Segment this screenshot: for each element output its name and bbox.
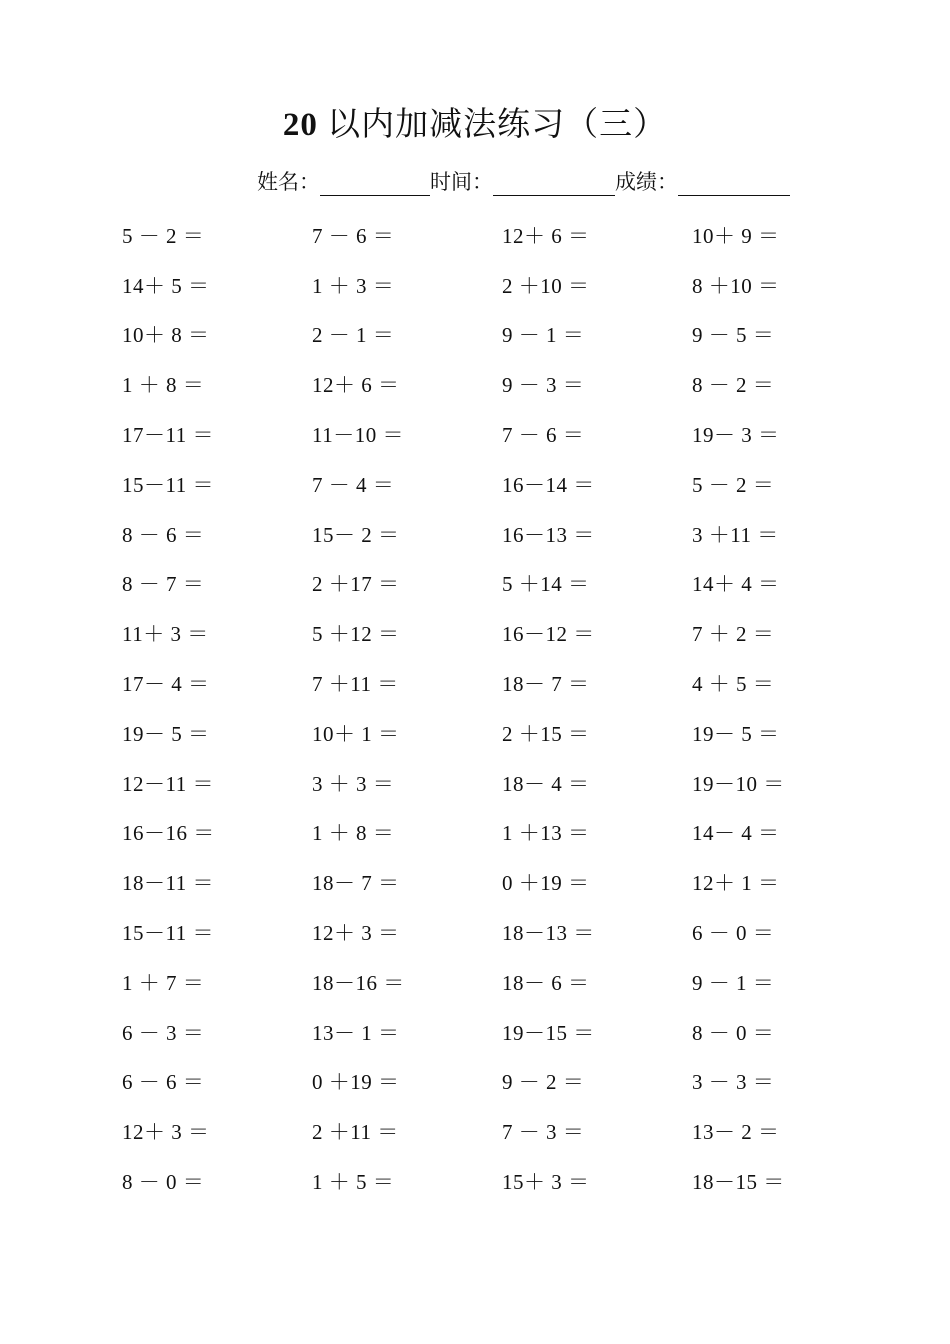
math-problem: 8 － 0 ＝ [122,1170,205,1195]
math-problem: 14－ 4 ＝ [692,821,780,846]
math-problem: 18－16 ＝ [312,970,405,995]
math-problem: 12＋ 3 ＝ [122,1120,210,1145]
math-problem: 19－ 5 ＝ [692,721,780,746]
math-problem: 19－ 3 ＝ [692,423,780,448]
math-problem: 11－10 ＝ [312,423,404,448]
math-problem: 6 － 0 ＝ [692,921,775,946]
problem-row [122,758,882,808]
math-problem: 5 ＋14 ＝ [502,572,590,597]
math-problem: 15－ 2 ＝ [312,522,400,547]
title-text: 以内加减法练习（三） [327,107,668,143]
problem-row [122,210,882,260]
problem-row [122,509,882,559]
math-problem: 19－10 ＝ [692,771,785,796]
problem-row [122,608,882,658]
problem-row [122,1156,882,1206]
math-problem: 0 ＋19 ＝ [502,871,590,896]
math-problem: 9 － 3 ＝ [502,373,585,398]
math-problem: 16－14 ＝ [502,472,595,497]
math-problem: 14＋ 4 ＝ [692,572,780,597]
problem-row [122,1057,882,1107]
problem-row [122,808,882,858]
math-problem: 1 ＋ 3 ＝ [312,273,395,298]
math-problem: 6 － 6 ＝ [122,1070,205,1095]
math-problem: 8 － 6 ＝ [122,522,205,547]
math-problem: 8 － 0 ＝ [692,1020,775,1045]
math-problem: 8 － 7 ＝ [122,572,205,597]
problem-row [122,260,882,310]
math-problem: 10＋ 1 ＝ [312,721,400,746]
math-problem: 9 － 1 ＝ [692,970,775,995]
math-problem: 15＋ 3 ＝ [502,1170,590,1195]
math-problem: 17－11 ＝ [122,423,214,448]
math-problem: 18－15 ＝ [692,1170,785,1195]
math-problem: 18－ 4 ＝ [502,771,590,796]
math-problem: 7 － 6 ＝ [312,223,395,248]
time-label: 时间： [430,170,493,194]
math-problem: 13－ 1 ＝ [312,1020,400,1045]
math-problem: 1 ＋13 ＝ [502,821,590,846]
math-problem: 9 － 1 ＝ [502,323,585,348]
math-problem: 16－12 ＝ [502,622,595,647]
math-problem: 7 － 6 ＝ [502,423,585,448]
math-problem: 18－ 7 ＝ [502,672,590,697]
problem-row [122,857,882,907]
problem-row [122,1106,882,1156]
math-problem: 1 ＋ 7 ＝ [122,970,205,995]
name-blank[interactable] [320,169,430,196]
math-problem: 7 － 4 ＝ [312,472,395,497]
math-problem: 12＋ 6 ＝ [502,223,590,248]
math-problem: 15－11 ＝ [122,921,214,946]
math-problem: 9 － 5 ＝ [692,323,775,348]
math-problem: 18－ 6 ＝ [502,970,590,995]
math-problem: 10＋ 9 ＝ [692,223,780,248]
student-info-row [257,166,790,196]
math-problem: 7 ＋11 ＝ [312,672,399,697]
math-problem: 12＋ 6 ＝ [312,373,400,398]
problem-row [122,310,882,360]
math-problem: 4 ＋ 5 ＝ [692,672,775,697]
math-problem: 17－ 4 ＝ [122,672,210,697]
math-problem: 12＋ 3 ＝ [312,921,400,946]
problem-row [122,559,882,609]
math-problem: 1 ＋ 5 ＝ [312,1170,395,1195]
math-problem: 13－ 2 ＝ [692,1120,780,1145]
math-problem: 0 ＋19 ＝ [312,1070,400,1095]
problem-row [122,459,882,509]
math-problem: 7 － 3 ＝ [502,1120,585,1145]
math-problem: 8 － 2 ＝ [692,373,775,398]
math-problem: 1 ＋ 8 ＝ [122,373,205,398]
math-problem: 2 ＋11 ＝ [312,1120,399,1145]
math-problem: 5 － 2 ＝ [692,472,775,497]
math-problem: 19－ 5 ＝ [122,721,210,746]
name-label: 姓名： [257,170,320,194]
math-problem: 1 ＋ 8 ＝ [312,821,395,846]
math-problem: 5 ＋12 ＝ [312,622,400,647]
math-problem: 12＋ 1 ＝ [692,871,780,896]
math-problem: 5 － 2 ＝ [122,223,205,248]
math-problem: 10＋ 8 ＝ [122,323,210,348]
math-problem: 11＋ 3 ＝ [122,622,209,647]
problem-row [122,907,882,957]
score-label: 成绩： [615,170,678,194]
math-problem: 18－ 7 ＝ [312,871,400,896]
math-problem: 12－11 ＝ [122,771,214,796]
page-title [0,98,950,145]
math-problem: 9 － 2 ＝ [502,1070,585,1095]
problem-row [122,409,882,459]
math-problem: 7 ＋ 2 ＝ [692,622,775,647]
math-problem: 2 ＋10 ＝ [502,273,590,298]
math-problem: 18－11 ＝ [122,871,214,896]
time-blank[interactable] [493,169,615,196]
problem-row [122,1007,882,1057]
math-problem: 16－16 ＝ [122,821,215,846]
math-problem: 14＋ 5 ＝ [122,273,210,298]
math-problem: 3 ＋11 ＝ [692,522,779,547]
math-problem: 19－15 ＝ [502,1020,595,1045]
problem-row [122,957,882,1007]
math-problem: 18－13 ＝ [502,921,595,946]
math-problem: 16－13 ＝ [502,522,595,547]
score-blank[interactable] [678,169,790,196]
title-number: 20 [282,107,318,143]
math-problem: 3 ＋ 3 ＝ [312,771,395,796]
math-problem: 3 － 3 ＝ [692,1070,775,1095]
math-problem: 15－11 ＝ [122,472,214,497]
math-problem: 6 － 3 ＝ [122,1020,205,1045]
problem-grid [122,210,882,1206]
math-problem: 2 ＋17 ＝ [312,572,400,597]
problem-row [122,708,882,758]
problem-row [122,359,882,409]
math-problem: 8 ＋10 ＝ [692,273,780,298]
math-problem: 2 － 1 ＝ [312,323,395,348]
problem-row [122,658,882,708]
math-problem: 2 ＋15 ＝ [502,721,590,746]
